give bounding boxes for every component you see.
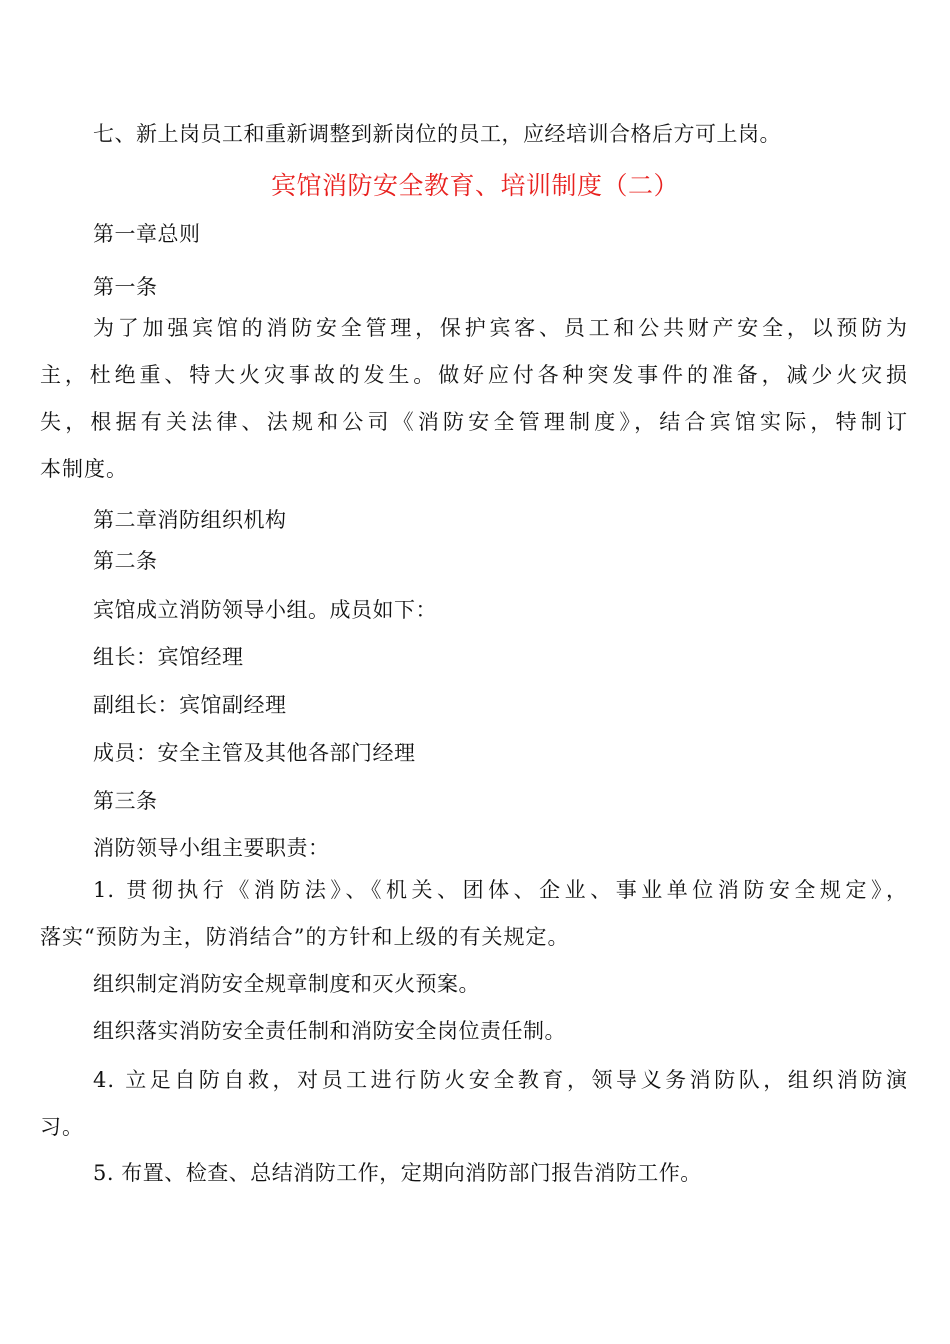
document-title: 宾馆消防安全教育、培训制度（二）: [270, 171, 679, 200]
deputy-line: 副组长：宾馆副经理: [93, 693, 287, 717]
article-two-heading: 第二条: [93, 549, 158, 573]
leader-line: 组长：宾馆经理: [93, 645, 244, 669]
article-one-line: 为了加强宾馆的消防安全管理，保护宾客、员工和公共财产安全，以预防为: [93, 316, 908, 340]
duty-four: [40, 1057, 908, 1151]
paragraph-seven: 七、新上岗员工和重新调整到新岗位的员工，应经培训合格后方可上岗。: [93, 122, 781, 146]
article-three-heading: 第三条: [93, 789, 158, 813]
article-one-line: 失，根据有关法律、法规和公司《消防安全管理制度》，结合宾馆实际，特制订: [40, 410, 908, 434]
article-one-line: 本制度。: [40, 457, 128, 481]
article-two-intro: 宾馆成立消防领导小组。成员如下：: [93, 598, 437, 622]
chapter-one-heading: 第一章总则: [93, 222, 201, 246]
duty-two: 组织制定消防安全规章制度和灭火预案。: [93, 972, 480, 996]
duty-four-line: 4. 立足自防自救，对员工进行防火安全教育，领导义务消防队，组织消防演: [93, 1068, 908, 1092]
duties-intro: 消防领导小组主要职责：: [93, 836, 330, 860]
duty-four-line: 习。: [40, 1115, 84, 1139]
article-one-text: [40, 305, 908, 493]
duty-one: [40, 867, 908, 961]
duty-one-line: 1. 贯彻执行《消防法》、《机关、团体、企业、事业单位消防安全规定》，: [93, 878, 908, 902]
article-one-heading: 第一条: [93, 275, 158, 299]
members-line: 成员：安全主管及其他各部门经理: [93, 741, 416, 765]
article-one-line: 主，杜绝重、特大火灾事故的发生。做好应付各种突发事件的准备，减少火灾损: [40, 363, 908, 387]
chapter-two-heading: 第二章消防组织机构: [93, 508, 287, 532]
duty-three: 组织落实消防安全责任制和消防安全岗位责任制。: [93, 1019, 566, 1043]
duty-five: 5. 布置、检查、总结消防工作，定期向消防部门报告消防工作。: [93, 1161, 702, 1185]
duty-one-line: 落实“预防为主，防消结合”的方针和上级的有关规定。: [40, 925, 570, 949]
